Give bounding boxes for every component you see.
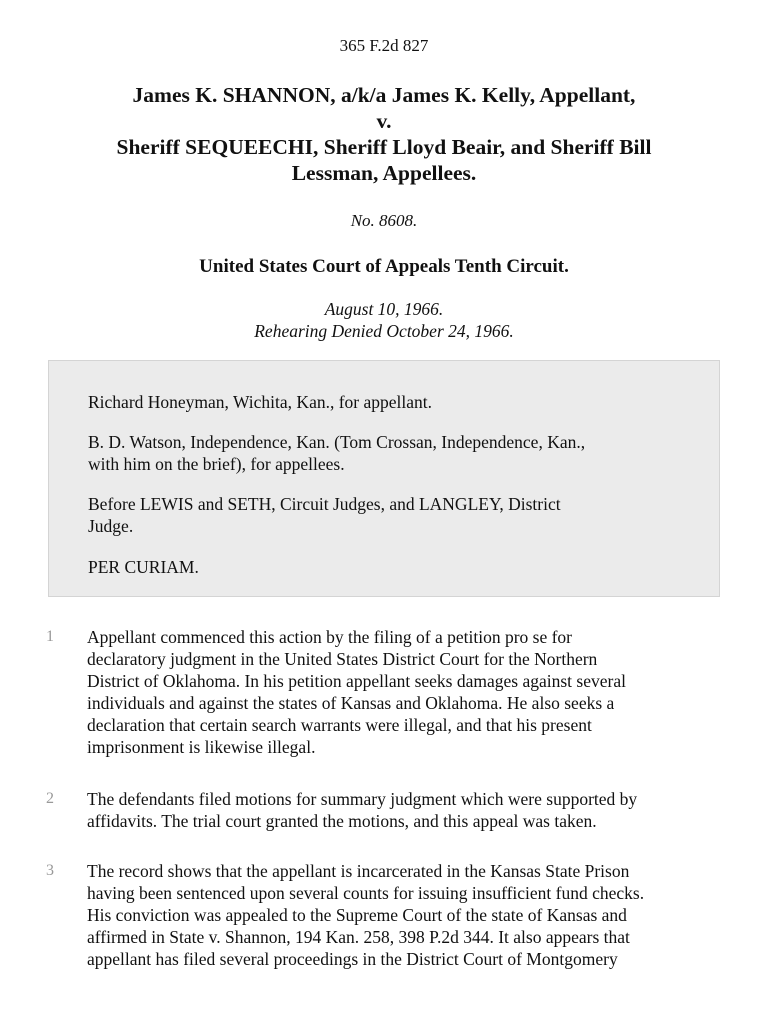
- text-line: imprisonment is likewise illegal.: [87, 737, 316, 757]
- rehearing-date: Rehearing Denied October 24, 1966.: [254, 321, 514, 341]
- bench-line: Before LEWIS and SETH, Circuit Judges, and LANGLEY, District: [88, 494, 561, 514]
- appellee-counsel-line: B. D. Watson, Independence, Kan. (Tom Crossan, Independence, Kan.,: [88, 432, 586, 452]
- court-name: United States Court of Appeals Tenth Circuit.: [199, 256, 569, 277]
- case-title: [40, 82, 728, 186]
- case-title-line: Sheriff SEQUEECHI, Sheriff Lloyd Beair, and Sheriff Bill: [116, 135, 652, 159]
- text-line: The defendants filed motions for summary judgment which were supported by: [87, 789, 638, 809]
- text-line: His conviction was appealed to the Supreme Court of the state of Kansas and: [87, 905, 627, 925]
- text-line: The record shows that the appellant is incarcerated in the Kansas State Prison: [87, 861, 630, 881]
- text-line: affidavits. The trial court granted the motions, and this appeal was taken.: [87, 811, 597, 831]
- paragraph-number: 2: [46, 790, 54, 807]
- text-line: individuals and against the states of Kansas and Oklahoma. He also seeks a: [87, 693, 615, 713]
- text-line: appellant has filed several proceedings in the District Court of Montgomery: [87, 949, 618, 969]
- paragraph-number: 1: [46, 628, 54, 645]
- text-line: declaratory judgment in the United States District Court for the Northern: [87, 649, 598, 669]
- text-line: having been sentenced upon several counts for issuing insufficient fund checks.: [87, 883, 645, 903]
- bench-line: Judge.: [88, 516, 134, 536]
- decision-date: August 10, 1966.: [324, 299, 444, 319]
- text-line: declaration that certain search warrants were illegal, and that his present: [87, 715, 592, 735]
- case-dates: [0, 298, 768, 342]
- paragraph-text: [87, 788, 727, 832]
- opinion-by: PER CURIAM.: [88, 557, 199, 577]
- appellant-counsel: Richard Honeyman, Wichita, Kan., for appellant.: [88, 392, 433, 412]
- text-line: Appellant commenced this action by the filing of a petition pro se for: [87, 627, 573, 647]
- case-title-line: v.: [376, 109, 392, 133]
- paragraph-text: [87, 626, 727, 758]
- text-line: District of Oklahoma. In his petition appellant seeks damages against several: [87, 671, 626, 691]
- paragraph-number: 3: [46, 862, 54, 879]
- docket-number: No. 8608.: [350, 211, 418, 230]
- case-title-line: Lessman, Appellees.: [291, 161, 477, 185]
- paragraph-text: [87, 860, 727, 970]
- case-title-line: James K. SHANNON, a/k/a James K. Kelly, Appellant,: [132, 83, 636, 107]
- counsel-box: [48, 360, 720, 597]
- case-citation: 365 F.2d 827: [339, 36, 429, 55]
- appellee-counsel-line: with him on the brief), for appellees.: [88, 454, 345, 474]
- text-line: affirmed in State v. Shannon, 194 Kan. 258, 398 P.2d 344. It also appears that: [87, 927, 630, 947]
